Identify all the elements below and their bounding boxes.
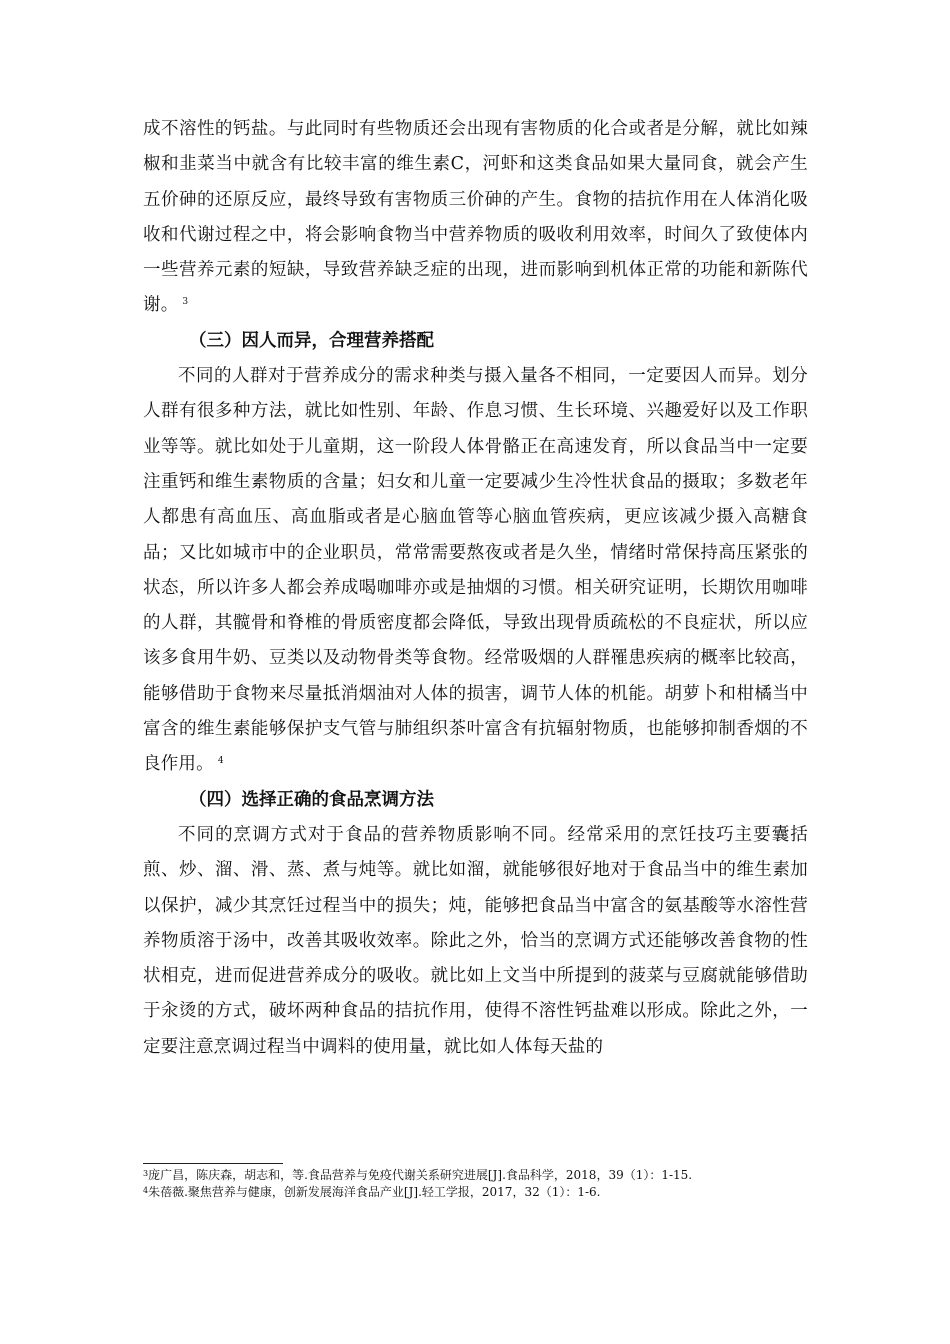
footnote-divider [143, 1163, 283, 1164]
footnote-text: 朱蓓薇.聚焦营养与健康，创新发展海洋食品产业[J].轻工学报，2017，32（1）：1-6. [148, 1185, 601, 1199]
section-heading-3: （三）因人而异，合理营养搭配 [189, 330, 434, 351]
section-heading-4: （四）选择正确的食品烹调方法 [189, 789, 434, 810]
paragraph-text: 不同的人群对于营养成分的需求种类与摄入量各不相同，一定要因人而异。划分人群有很多种方法，就比如性别、年龄、作息习惯、生长环境、兴趣爱好以及工作职业等等。就比如处于儿童期，这一阶段人体骨骼正在高速发育，所以食品当中一定要注重钙和维生素物质的含量；妇女和儿童一定要减少生冷性状食品的摄取；多数老年人都患有高血压、高血脂或者是心脑血管等心脑血管疾病，更应该减少摄入高糖食品；又比如城市中的企业职员，常常需要熬夜或者是久坐，情绪时常保持高压紧张的状态，所以许多人都会养成喝咖啡亦或是抽烟的习惯。相关研究证明，长期饮用咖啡的人群，其髋骨和脊椎的骨质密度都会降低，导致出现骨质疏松的不良症状，所以应该多食用牛奶、豆类以及动物骨类等食物。经常吸烟的人群罹患疾病的概率比较高，能够借助于食物来尽量抵消烟油对人体的损害，调节人体的机能。胡萝卜和柑橘当中富含的维生素能够保护支气管与肺组织茶叶富含有抗辐射物质，也能够抑制香烟的不良作用。 [143, 366, 808, 775]
footnote-3 [143, 1167, 823, 1184]
paragraph-text: 成不溶性的钙盐。与此同时有些物质还会出现有害物质的化合或者是分解，就比如辣椒和韭菜当中就含有比较丰富的维生素C，河虾和这类食品如果大量同食，就会产生五价砷的还原反应，最终导致有害物质三价砷的产生。食物的拮抗作用在人体消化吸收和代谢过程之中，将会影响食物当中营养物质的吸收利用效率，时间久了致使体内一些营养元素的短缺，导致营养缺乏症的出现，进而影响到机体正常的功能和新陈代谢。 [143, 119, 808, 316]
body-text [143, 112, 808, 1065]
paragraph-cooking-methods: 不同的烹调方式对于食品的营养物质影响不同。经常采用的烹饪技巧主要囊括煎、炒、溜、滑、蒸、煮与炖等。就比如溜，就能够很好地对于食品当中的维生素加以保护，减少其烹饪过程当中的损失；炖，能够把食品当中富含的氨基酸等水溶性营养物质溶于汤中，改善其吸收效率。除此之外，恰当的烹调方式还能够改善食物的性状相克，进而促进营养成分的吸收。就比如上文当中所提到的菠菜与豆腐就能够借助于汆烫的方式，破坏两种食品的拮抗作用，使得不溶性钙盐难以形成。除此之外，一定要注意烹调过程当中调料的使用量，就比如人体每天盐的 [143, 824, 808, 1057]
footnote-ref-3[interactable]: 3 [182, 297, 189, 308]
paragraph-individual-nutrition [143, 359, 808, 783]
footnote-4 [143, 1184, 823, 1201]
footnote-mark: 3 [143, 1169, 149, 1178]
footnote-ref-4[interactable]: 4 [217, 756, 224, 767]
footnote-mark: 4 [143, 1186, 149, 1195]
paragraph-food-antagonism [143, 112, 808, 324]
footnotes [143, 1167, 823, 1201]
footnote-text: 庞广昌，陈庆森，胡志和，等.食品营养与免疫代谢关系研究进展[J].食品科学，2018，39（1）：1-15. [148, 1168, 693, 1182]
